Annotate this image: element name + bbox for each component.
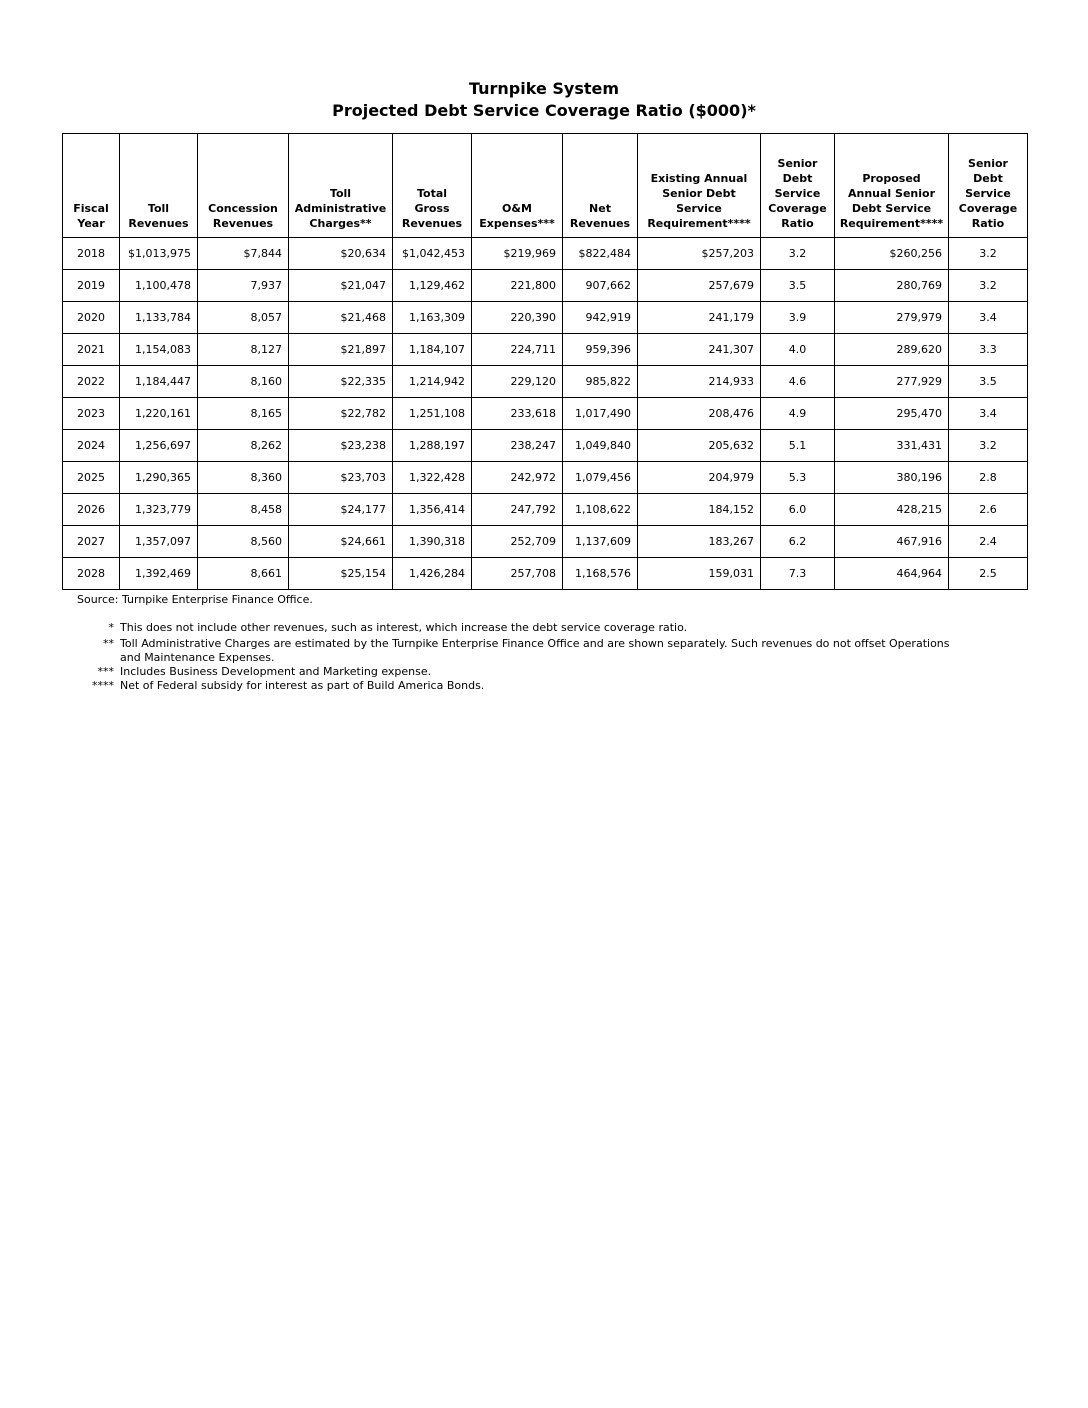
table-row [63, 302, 1028, 334]
table-cell: 3.2 [949, 238, 1028, 270]
table-cell: 242,972 [472, 462, 563, 494]
column-header [393, 134, 472, 238]
column-header-line: Total [416, 187, 448, 200]
table-cell: 907,662 [563, 270, 638, 302]
table-cell: 1,356,414 [393, 494, 472, 526]
footnote-text: Includes Business Development and Marketing expense. [120, 665, 432, 678]
table-body [63, 238, 1028, 590]
table-cell: 1,184,107 [393, 334, 472, 366]
footnote-marker: **** [92, 679, 114, 692]
table-cell: 2.4 [949, 526, 1028, 558]
title-line-2: Projected Debt Service Coverage Ratio ($000)* [332, 101, 756, 120]
table-cell: 3.2 [761, 238, 835, 270]
column-header [949, 134, 1028, 238]
footnote-text: This does not include other revenues, such as interest, which increase the debt service coverage ratio. [120, 621, 688, 634]
footnote-text: Net of Federal subsidy for interest as part of Build America Bonds. [120, 679, 485, 692]
table-cell: 241,179 [638, 302, 761, 334]
table-cell: 2024 [63, 430, 120, 462]
table-cell: 2022 [63, 366, 120, 398]
table-cell: 1,220,161 [120, 398, 198, 430]
table-cell: 2025 [63, 462, 120, 494]
table-cell: 2027 [63, 526, 120, 558]
table-cell: 1,392,469 [120, 558, 198, 590]
table-cell: 3.3 [949, 334, 1028, 366]
table-cell: 1,390,318 [393, 526, 472, 558]
table-cell: 8,360 [198, 462, 289, 494]
table-cell: $219,969 [472, 238, 563, 270]
table-cell: 428,215 [835, 494, 949, 526]
table-cell: 184,152 [638, 494, 761, 526]
table-cell: 3.4 [949, 302, 1028, 334]
column-header-line: Coverage [768, 202, 827, 215]
table-cell: 380,196 [835, 462, 949, 494]
table-cell: 8,661 [198, 558, 289, 590]
column-header-line: Toll [147, 202, 170, 215]
table-cell: 3.2 [949, 270, 1028, 302]
footnote-text: and Maintenance Expenses. [120, 651, 275, 664]
table-cell: 8,560 [198, 526, 289, 558]
table-row [63, 366, 1028, 398]
column-header-line: Expenses*** [479, 217, 555, 230]
column-header-line: Revenues [212, 217, 274, 230]
table-cell: 5.1 [761, 430, 835, 462]
table-cell: 2026 [63, 494, 120, 526]
table-cell: 229,120 [472, 366, 563, 398]
table-cell: 1,168,576 [563, 558, 638, 590]
column-header-line: Concession [208, 202, 278, 215]
column-header-line: Coverage [958, 202, 1018, 215]
table-cell: 4.9 [761, 398, 835, 430]
column-header-line: Service [965, 187, 1011, 200]
table-cell: 224,711 [472, 334, 563, 366]
footnote [80, 679, 1010, 693]
column-header [198, 134, 289, 238]
table-cell: 1,108,622 [563, 494, 638, 526]
table-cell: $22,782 [289, 398, 393, 430]
table-cell: $23,238 [289, 430, 393, 462]
column-header-line: Administrative [294, 202, 387, 215]
column-header-line: Service [774, 187, 821, 200]
column-header-line: Ratio [971, 217, 1005, 230]
table-cell: $25,154 [289, 558, 393, 590]
table-cell: 1,288,197 [393, 430, 472, 462]
table-cell: $21,897 [289, 334, 393, 366]
table-cell: 257,679 [638, 270, 761, 302]
column-header-line: O&M [502, 202, 532, 215]
column-header-line: Service [676, 202, 722, 215]
table-cell: 7.3 [761, 558, 835, 590]
column-header [563, 134, 638, 238]
column-header-line: Net [589, 202, 611, 215]
column-header [289, 134, 393, 238]
table-cell: 6.0 [761, 494, 835, 526]
table-cell: 331,431 [835, 430, 949, 462]
table-cell: 985,822 [563, 366, 638, 398]
table-cell: 5.3 [761, 462, 835, 494]
table-row [63, 526, 1028, 558]
column-header-line: Charges** [309, 217, 372, 230]
table-cell: 277,929 [835, 366, 949, 398]
table-row [63, 238, 1028, 270]
table-cell: $260,256 [835, 238, 949, 270]
table-cell: 183,267 [638, 526, 761, 558]
table-cell: 3.5 [949, 366, 1028, 398]
column-header-line: Revenues [569, 217, 631, 230]
footnote-text: Toll Administrative Charges are estimated by the Turnpike Enterprise Finance Office and are shown separately. Such revenues do not offset Operations [120, 637, 950, 650]
column-header-line: Fiscal [73, 202, 109, 215]
column-header-line: Debt Service [851, 202, 932, 215]
table-cell: 1,251,108 [393, 398, 472, 430]
table-cell: 238,247 [472, 430, 563, 462]
footnote-marker: *** [97, 665, 114, 678]
table-cell: 959,396 [563, 334, 638, 366]
table-cell: 208,476 [638, 398, 761, 430]
table-cell: 1,214,942 [393, 366, 472, 398]
table-cell: 942,919 [563, 302, 638, 334]
column-header [120, 134, 198, 238]
table-cell: 1,323,779 [120, 494, 198, 526]
table-cell: 2023 [63, 398, 120, 430]
column-header-line: Senior Debt [662, 187, 736, 200]
table-cell: 247,792 [472, 494, 563, 526]
column-header-line: Requirement**** [647, 217, 751, 230]
table-cell: 8,160 [198, 366, 289, 398]
table-cell: 1,079,456 [563, 462, 638, 494]
footnote-marker: * [108, 621, 114, 634]
column-header-line: Debt [973, 172, 1003, 185]
table-cell: 8,458 [198, 494, 289, 526]
table-cell: 1,357,097 [120, 526, 198, 558]
table-cell: 2028 [63, 558, 120, 590]
table-cell: 1,163,309 [393, 302, 472, 334]
table-cell: 4.6 [761, 366, 835, 398]
table-row [63, 494, 1028, 526]
column-header-line: Senior [777, 157, 818, 170]
table-cell: 1,290,365 [120, 462, 198, 494]
table-cell: 1,017,490 [563, 398, 638, 430]
table-row [63, 430, 1028, 462]
table-cell: 295,470 [835, 398, 949, 430]
column-header-line: Ratio [781, 217, 814, 230]
table-header-row [63, 134, 1028, 238]
table-cell: 2018 [63, 238, 120, 270]
page-title [0, 78, 1088, 122]
table-cell: 233,618 [472, 398, 563, 430]
table-cell: 3.4 [949, 398, 1028, 430]
table-cell: 6.2 [761, 526, 835, 558]
table-cell: 2021 [63, 334, 120, 366]
title-line-1: Turnpike System [468, 79, 620, 98]
column-header-line: Requirement**** [839, 217, 944, 230]
table-row [63, 462, 1028, 494]
table-cell: 1,049,840 [563, 430, 638, 462]
table-cell: 159,031 [638, 558, 761, 590]
table-cell: 280,769 [835, 270, 949, 302]
column-header [761, 134, 835, 238]
table-cell: 3.5 [761, 270, 835, 302]
table-cell: 3.9 [761, 302, 835, 334]
column-header [63, 134, 120, 238]
column-header-line: Existing Annual [650, 172, 748, 185]
table-cell: $22,335 [289, 366, 393, 398]
table-cell: 1,129,462 [393, 270, 472, 302]
table-cell: 1,137,609 [563, 526, 638, 558]
table-cell: $21,468 [289, 302, 393, 334]
table-cell: 1,133,784 [120, 302, 198, 334]
column-header [472, 134, 563, 238]
table-cell: $1,013,975 [120, 238, 198, 270]
table-cell: 279,979 [835, 302, 949, 334]
column-header-line: Debt [782, 172, 813, 185]
footnote-marker: ** [103, 637, 114, 650]
table-cell: 2.5 [949, 558, 1028, 590]
table-cell: 4.0 [761, 334, 835, 366]
table-cell: 1,100,478 [120, 270, 198, 302]
source-note: Source: Turnpike Enterprise Finance Office. [77, 593, 313, 606]
table-cell: 1,322,428 [393, 462, 472, 494]
table-cell: $257,203 [638, 238, 761, 270]
table-cell: 289,620 [835, 334, 949, 366]
table-cell: 205,632 [638, 430, 761, 462]
table-cell: 3.2 [949, 430, 1028, 462]
column-header-line: Revenues [128, 217, 189, 230]
column-header-line: Annual Senior [848, 187, 935, 200]
table-cell: 7,937 [198, 270, 289, 302]
table-cell: $20,634 [289, 238, 393, 270]
footnote [80, 637, 1010, 651]
column-header-line: Revenues [401, 217, 463, 230]
table-row [63, 270, 1028, 302]
table-cell: 8,057 [198, 302, 289, 334]
table-cell: 8,165 [198, 398, 289, 430]
column-header-line: Year [77, 217, 105, 230]
column-header-line: Toll [329, 187, 352, 200]
footnote [80, 651, 1010, 665]
table-cell: 2019 [63, 270, 120, 302]
table-cell: $21,047 [289, 270, 393, 302]
column-header-line: Senior [968, 157, 1008, 170]
table-cell: $822,484 [563, 238, 638, 270]
footnotes [80, 621, 1010, 693]
table-cell: $24,661 [289, 526, 393, 558]
table-row [63, 334, 1028, 366]
column-header-line: Gross [414, 202, 450, 215]
table-cell: $7,844 [198, 238, 289, 270]
table-cell: 1,154,083 [120, 334, 198, 366]
table-cell: 221,800 [472, 270, 563, 302]
table-cell: 8,127 [198, 334, 289, 366]
table-cell: 257,708 [472, 558, 563, 590]
table-cell: 241,307 [638, 334, 761, 366]
footnote [80, 665, 1010, 679]
table-cell: 2.6 [949, 494, 1028, 526]
table-cell: 204,979 [638, 462, 761, 494]
table-cell: 214,933 [638, 366, 761, 398]
table-cell: 467,916 [835, 526, 949, 558]
table-cell: $1,042,453 [393, 238, 472, 270]
table-cell: 2.8 [949, 462, 1028, 494]
footnote [80, 621, 1010, 635]
table-cell: 2020 [63, 302, 120, 334]
table-cell: 1,256,697 [120, 430, 198, 462]
table-row [63, 558, 1028, 590]
column-header [638, 134, 761, 238]
table-cell: 252,709 [472, 526, 563, 558]
table-row [63, 398, 1028, 430]
column-header-line: Proposed [862, 172, 921, 185]
table-cell: 464,964 [835, 558, 949, 590]
table-cell: 1,426,284 [393, 558, 472, 590]
column-header [835, 134, 949, 238]
debt-coverage-table [62, 133, 1028, 590]
table-cell: 8,262 [198, 430, 289, 462]
table-cell: 1,184,447 [120, 366, 198, 398]
table-cell: $24,177 [289, 494, 393, 526]
table-cell: $23,703 [289, 462, 393, 494]
table-cell: 220,390 [472, 302, 563, 334]
